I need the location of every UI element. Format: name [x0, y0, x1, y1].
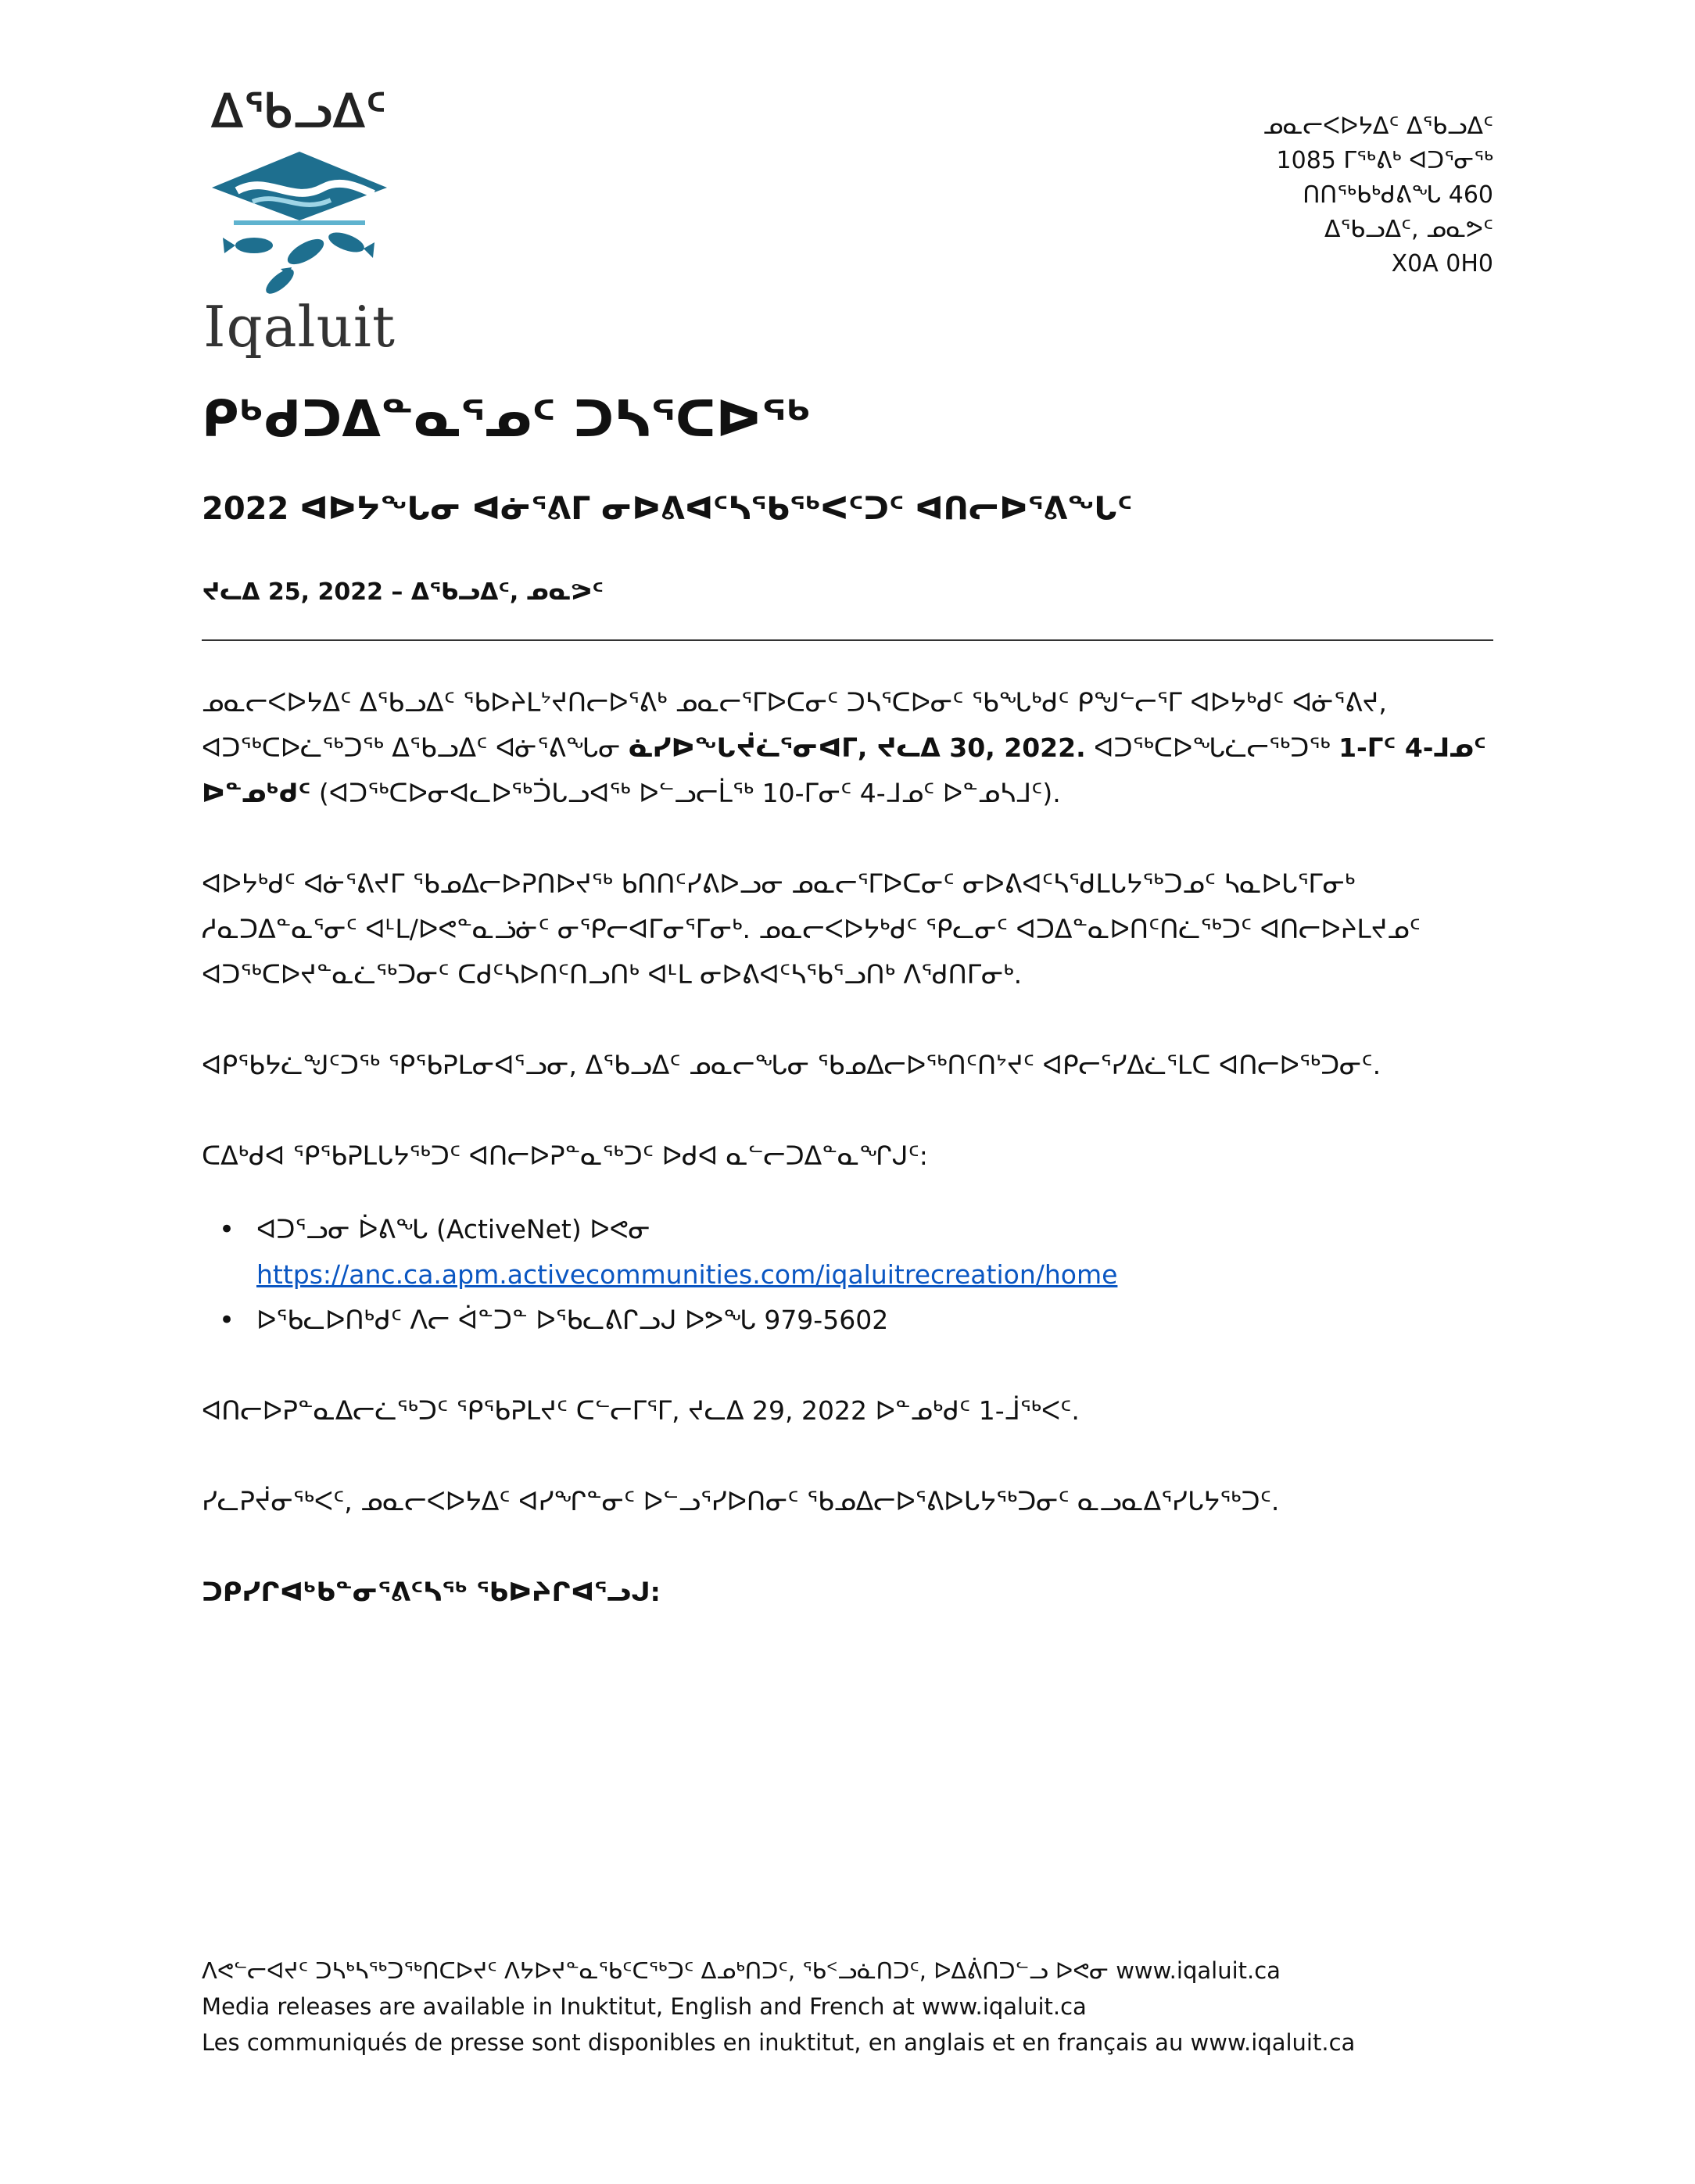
paragraph-text: ᐊᑐᖅᑕᐅᖓᓛᓕᖅᑐᖅ — [1085, 732, 1339, 763]
list-item — [202, 1298, 1500, 1343]
activenet-link[interactable]: https://anc.ca.apm.activecommunities.com/iqaluitrecreation/home — [256, 1259, 1118, 1290]
paragraph-text: (ᐊᑐᖅᑕᐅᓂᐊᓚᐅᖅᑑᒐᓗᐊᖅ ᐅᓪᓗᓕᒫᖅ 10-ᒥᓂᑦ 4-ᒧᓄᑦ ᐅᓐᓄᓴᒧᑦ). — [310, 778, 1061, 808]
paragraph-2: ᐊᐅᔭᒃᑯᑦ ᐊᓃᕐᕕᔪᒥ ᖃᓄᐃᓕᐅᕈᑎᐅᔪᖅ ᑲᑎᑎᑦᓯᕕᐅᓗᓂ ᓄᓇᓕᕐᒥᐅᑕᓂᑦ ᓂᐅᕕᐊᑦᓴᕐᑯᒪᒐᔭᖅᑐᓄᑦ ᓴᓇᐅᒐᕐᒥᓂᒃ ᓱᓇᑐᐃᓐᓇᕐᓂᑦ ᐊᒻᒪ/ᐅᕙᓐᓇᓘᓃᑦ ᓂᕿᓕᐊᒥᓂᕐᒥᓂᒃ. ᓄᓇᓕᐸᐅᔭᒃᑯᑦ ᕿᓚᓂᑦ ᐊᑐᐃᓐᓇᐅᑎᑦᑎᓛᖅᑐᑦ ᐊᑎᓕᐅᔨᒪᔪᓄᑦ ᐊᑐᖅᑕᐅᔪᓐᓇᓛᖅᑐᓂᑦ ᑕᑯᑦᓴᐅᑎᑦᑎᓗᑎᒃ ᐊᒻᒪ ᓂᐅᕕᐊᑦᓴᖃᕐᓗᑎᒃ ᐱᕐᑯᑎᒥᓂᒃ. — [202, 868, 1421, 990]
footer — [202, 1953, 1355, 2060]
paragraph-3: ᐊᑭᖃᔭᓛᖑᑦᑐᖅ ᕿᖃᕈᒪᓂᐊᕐᓗᓂ, ᐃᖃᓗᐃᑦ ᓄᓇᓕᖓᓂ ᖃᓄᐃᓕᐅᖅᑎᑦᑎᔾᔪᑦ ᐊᑭᓕᕐᓯᐃᓛᕐᒪᑕ ᐊᑎᓕᐅᖅᑐᓂᑦ. — [202, 1050, 1381, 1080]
logo-wordmark: Iqaluit — [203, 294, 396, 360]
page-title: ᑭᒃᑯᑐᐃᓐᓇᕐᓄᑦ ᑐᓴᕐᑕᐅᖅ — [202, 391, 812, 449]
dateline: ᔪᓚᐃ 25, 2022 – ᐃᖃᓗᐃᑦ, ᓄᓇᕗᑦ — [202, 578, 604, 606]
paragraph-6: ᓯᓚᕈᔫᓂᖅᐸᑦ, ᓄᓇᓕᐸᐅᔭᐃᑦ ᐊᓯᖏᓐᓂᑦ ᐅᓪᓗᕐᓯᐅᑎᓂᑦ ᖃᓄᐃᓕᐅᕐᕕᐅᒐᔭᖅᑐᓂᑦ ᓇᓗᓇᐃᕐᓯᒐᔭᖅᑐᑦ. — [202, 1486, 1280, 1516]
address-line: X0A 0H0 — [1391, 250, 1493, 277]
bold-date: ᓈᓯᐅᖓᔫᓛᕐᓂᐊᒥ, ᔪᓚᐃ 30, 2022. — [628, 732, 1086, 763]
address-line: ᑎᑎᖅᑲᒃᑯᕕᖓ 460 — [1303, 181, 1493, 209]
footer-line-inuktitut: ᐱᕙᓪᓕᐊᔪᑦ ᑐᓴᒃᓴᖅᑐᖅᑎᑕᐅᔪᑦ ᐱᔭᐅᔪᓐᓇᖃᑦᑕᖅᑐᑦ ᐃᓄᒃᑎᑐᑦ, ᖃᑉᓗᓈᑎᑐᑦ, ᐅᐃᕖᑎᑐᓪᓗ ᐅᕙᓂ www.iqaluit.ca — [202, 1957, 1281, 1984]
address-line: ᓄᓇᓕᐸᐅᔭᐃᑦ ᐃᖃᓗᐃᑦ — [1263, 113, 1493, 140]
logo-syllabics: ᐃᖃᓗᐃᑦ — [211, 84, 388, 138]
paragraph-4: ᑕᐃᒃᑯᐊ ᕿᖃᕈᒪᒐᔭᖅᑐᑦ ᐊᑎᓕᐅᕈᓐᓇᖅᑐᑦ ᐅᑯᐊ ᓇᓪᓕᑐᐃᓐᓇᖏᒍᑦ: — [202, 1140, 928, 1171]
iqaluit-logo — [202, 84, 397, 360]
footer-line-french: Les communiqués de presse sont disponibles en inuktitut, en anglais et en français au www.iqaluit.ca — [202, 2029, 1356, 2056]
address-line: 1085 ᒥᖅᕕᒃ ᐊᑐᕐᓂᖅ — [1276, 147, 1493, 174]
bold-hours: 1-ᒥᑦ 4-ᒧᓄᑦ ᐅᓐᓄᒃᑯᑦ — [202, 732, 1486, 808]
paragraph-text: ᓄᓇᓕᐸᐅᔭᐃᑦ ᐃᖃᓗᐃᑦ ᖃᐅᔨᒪᔾᔪᑎᓕᐅᕐᕕᒃ ᓄᓇᓕᕐᒥᐅᑕᓂᑦ ᑐᓴᕐᑕᐅᓂᑦ ᖃᖓᒃᑯᑦ ᑭᖑᓪᓕᕐᒥ ᐊᐅᔭᒃᑯᑦ ᐊᓃᕐᕕᔪ, ᐊᑐᖅᑕᐅᓛᖅᑐᖅ ᐃᖃᓗᐃᑦ ᐊᓃᕐᕕᖓᓂ — [202, 687, 1387, 763]
list-item — [202, 1207, 1500, 1298]
header-divider — [202, 639, 1493, 641]
release-body — [202, 680, 1500, 1660]
address-block — [1263, 109, 1494, 281]
registration-options-list — [202, 1207, 1500, 1343]
footer-line-english: Media releases are available in Inuktitut, English and French at www.iqaluit.ca — [202, 1993, 1087, 2020]
paragraph-1 — [202, 680, 1500, 816]
contact-heading: ᑐᑭᓯᒋᐊᒃᑲᓐᓂᕐᕕᑦᓴᖅ ᖃᐅᔨᒋᐊᕐᓗᒍ: — [202, 1577, 661, 1607]
release-subtitle: 2022 ᐊᐅᔭᖓᓂ ᐊᓃᕐᕕᒥ ᓂᐅᕕᐊᑦᓴᖃᖅᐸᑦᑐᑦ ᐊᑎᓕᐅᕐᕕᖓᑦ — [202, 491, 1133, 527]
iqaluit-fish-emblem-icon — [206, 142, 393, 299]
list-item-text: ᐊᑐᕐᓗᓂ ᐆᕕᖓ (ActiveNet) ᐅᕙᓂ — [256, 1214, 650, 1244]
list-item-text: ᐅᖃᓚᐅᑎᒃᑯᑦ ᐱᓕ ᐋᓐᑐᓐ ᐅᖃᓚᕕᒋᓗᒍ ᐅᕗᖓ 979-5602 — [256, 1305, 889, 1335]
paragraph-5: ᐊᑎᓕᐅᕈᓐᓇᐃᓕᓛᖅᑐᑦ ᕿᖃᕈᒪᔪᑦ ᑕᓪᓕᒥᕐᒥ, ᔪᓚᐃ 29, 2022 ᐅᓐᓄᒃᑯᑦ 1-ᒨᖅᐸᑦ. — [202, 1395, 1080, 1426]
address-line: ᐃᖃᓗᐃᑦ, ᓄᓇᕗᑦ — [1324, 216, 1493, 243]
